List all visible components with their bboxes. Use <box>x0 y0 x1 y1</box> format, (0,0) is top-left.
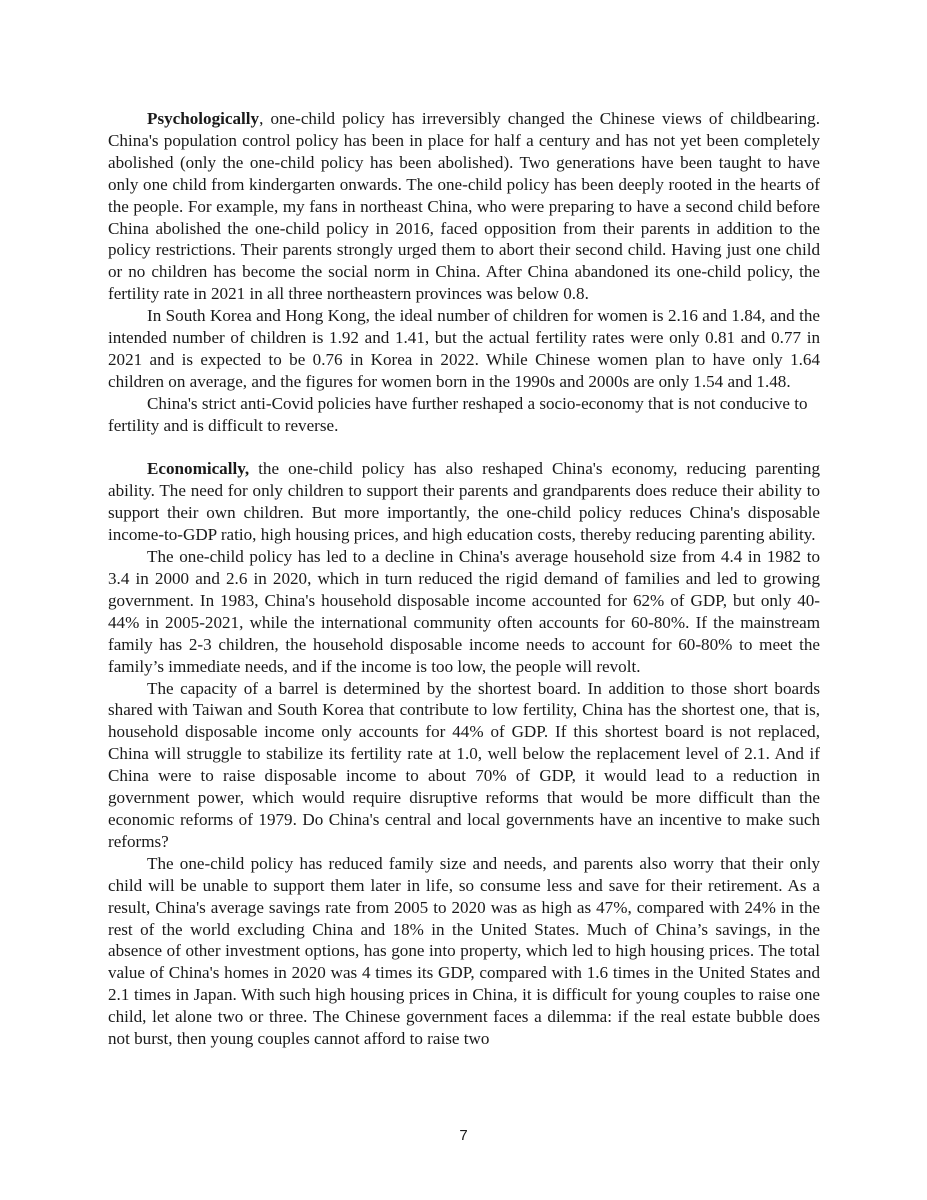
paragraph-economic-4: The one-child policy has reduced family size and needs, and parents also worry that their only child will be unable to support them later in life, so consume less and save for their retirement. As a result, China's average savings rate from 2005 to 2020 was as high as 47%, compared with 24% in the rest of the world excluding China and 18% in the United States. Much of China’s savings, in the absence of other investment options, has gone into property, which led to high housing prices. The total value of China's homes in 2020 was 4 times its GDP, compared with 1.6 times in the United States and 2.1 times in Japan. With such high housing prices in China, it is difficult for young couples to raise one child, let alone two or three. The Chinese government faces a dilemma: if the real estate bubble does not burst, then young couples cannot afford to raise two <box>108 853 820 1049</box>
paragraph-psychological-3: China's strict anti-Covid policies have further reshaped a socio-economy that is not conducive to fertility and is difficult to reverse. <box>108 393 808 435</box>
paragraph-economic-1 <box>108 458 820 546</box>
paragraph-economic-2: The one-child policy has led to a decline in China's average household size from 4.4 in 1982 to 3.4 in 2000 and 2.6 in 2020, which in turn reduced the rigid demand of families and led to growing government. In 1983, China's household disposable income accounted for 62% of GDP, but only 40-44% in 2005-2021, while the international community often accounts for 60-80%. If the mainstream family has 2-3 children, the household disposable income needs to account for 60-80% to meet the family’s immediate needs, and if the income is too low, the people will revolt. <box>108 547 820 676</box>
paragraph-psychological-2: In South Korea and Hong Kong, the ideal number of children for women is 2.16 and 1.84, and the intended number of children is 1.92 and 1.41, but the actual fertility rates were only 0.81 and 0.77 in 2021 and is expected to be 0.76 in Korea in 2022. While Chinese women plan to have only 1.64 children on average, and the figures for women born in the 1990s and 2000s are only 1.54 and 1.48. <box>108 306 820 391</box>
lead-psychologically: Psychologically <box>147 109 260 128</box>
paragraph-text: , one-child policy has irreversibly changed the Chinese views of childbearing. China's population control policy has been in place for half a century and has not yet been completely abolished (only the one-child policy has been abolished). Two generations have been taught to have only one child from kindergarten onwards. The one-child policy has been deeply rooted in the hearts of the people. For example, my fans in northeast China, who were preparing to have a second child before China abolished the one-child policy in 2016, faced opposition from their parents in addition to the policy restrictions. Their parents strongly urged them to abort their second child. Having just one child or no children has become the social norm in China. After China abandoned its one-child policy, the fertility rate in 2021 in all three northeastern provinces was below 0.8. <box>108 109 820 304</box>
paragraph-text: the one-child policy has also reshaped China's economy, reducing parenting ability. The need for only children to support their parents and grandparents does reduce their ability to support their own children. But more importantly, the one-child policy reduces China's disposable income-to-GDP ratio, high housing prices, and high education costs, thereby reducing parenting ability. <box>108 459 820 545</box>
page-number: 7 <box>459 1127 468 1144</box>
lead-economically: Economically, <box>147 459 250 479</box>
paragraph-economic-3: The capacity of a barrel is determined by the shortest board. In addition to those short boards shared with Taiwan and South Korea that contribute to low fertility, China has the shortest one, that is, household disposable income only accounts for 44% of GDP. If this shortest board is not replaced, China will struggle to stabilize its fertility rate at 1.0, well below the replacement level of 2.1. And if China were to raise disposable income to about 70% of GDP, it would lead to a reduction in government power, which would require disruptive reforms that would be more difficult than the economic reforms of 1979. Do China's central and local governments have an incentive to make such reforms? <box>108 678 820 851</box>
paragraph-psychological-1 <box>108 108 820 305</box>
body-text <box>108 108 820 1050</box>
